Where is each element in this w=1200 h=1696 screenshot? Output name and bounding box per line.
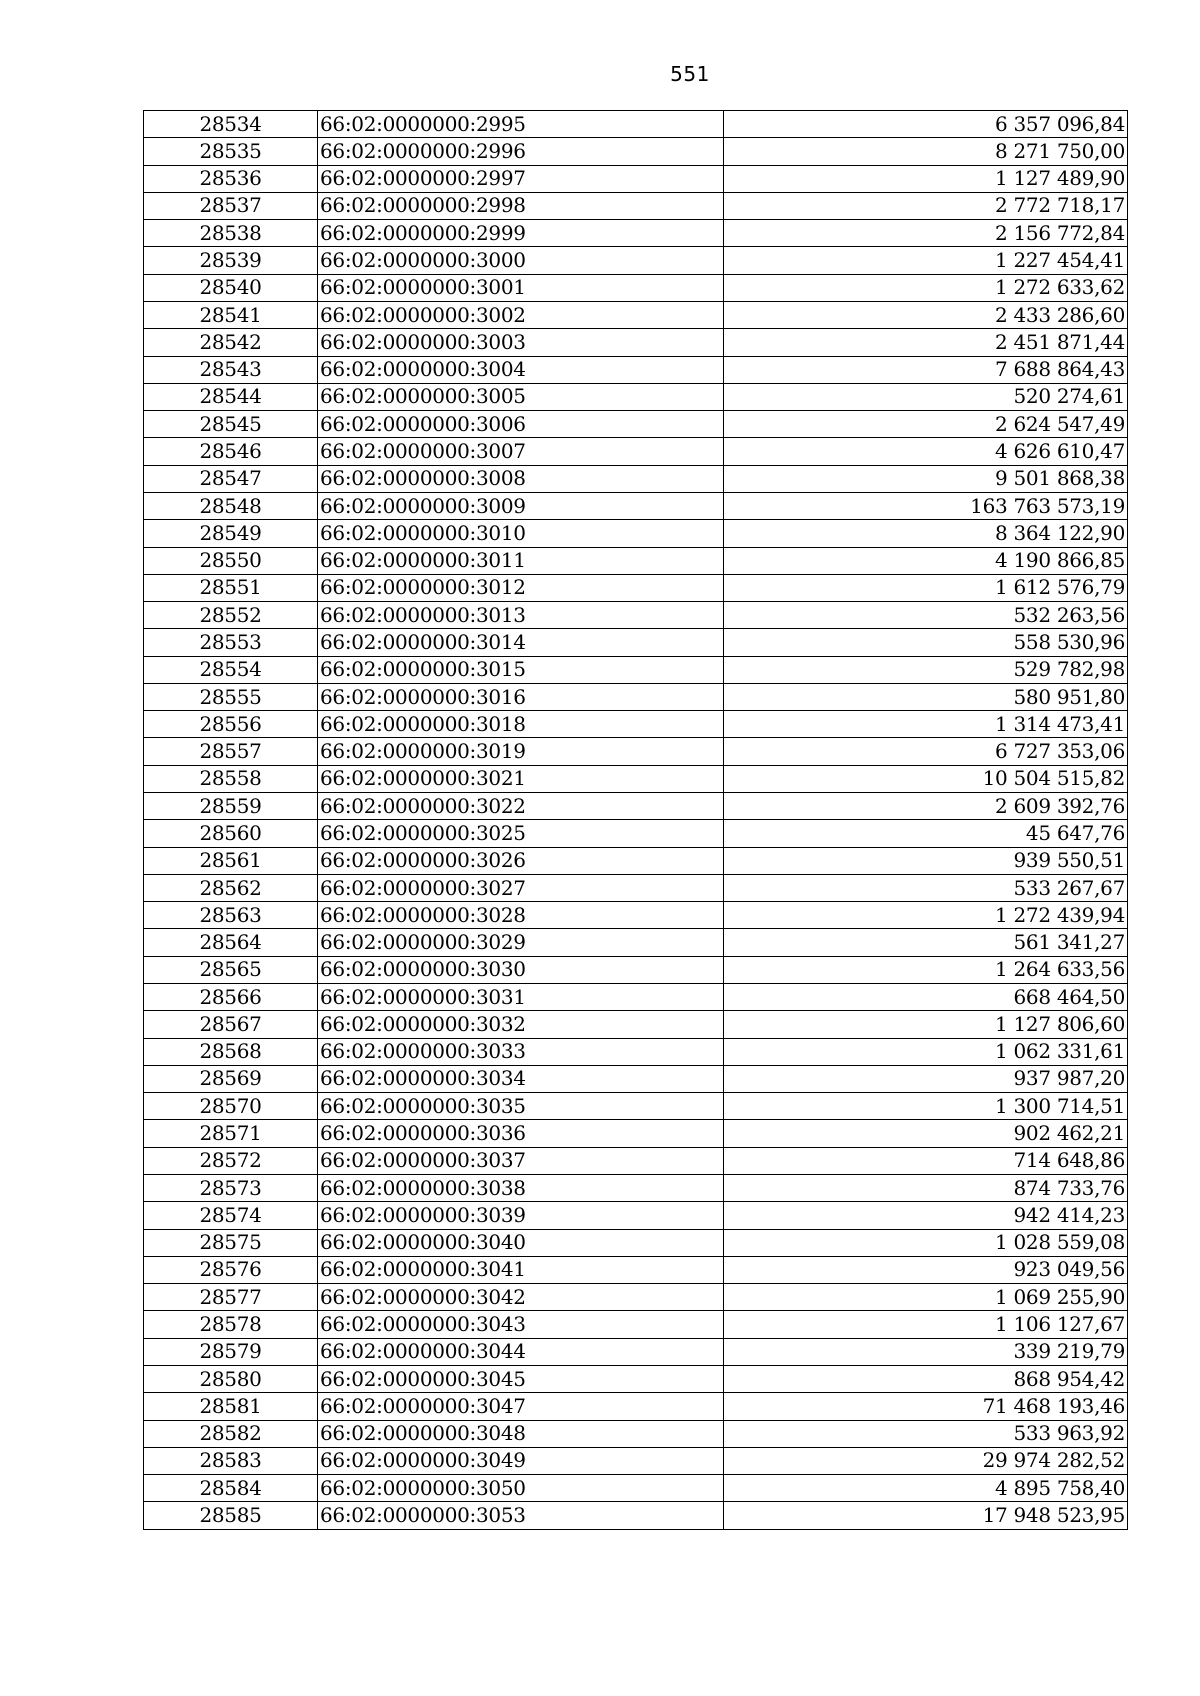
- cadastral-value-table: [143, 110, 1128, 1530]
- cadastral-number-cell: 66:02:0000000:3013: [318, 602, 724, 629]
- row-number-cell: 28575: [144, 1229, 318, 1256]
- table-row: [144, 1502, 1128, 1529]
- cadastral-number-cell: 66:02:0000000:3043: [318, 1311, 724, 1338]
- row-number-cell: 28577: [144, 1284, 318, 1311]
- cadastral-value-cell: 8 271 750,00: [724, 138, 1128, 165]
- table-row: [144, 220, 1128, 247]
- cadastral-number-cell: 66:02:0000000:3008: [318, 465, 724, 492]
- row-number-cell: 28562: [144, 874, 318, 901]
- cadastral-value-cell: 1 127 806,60: [724, 1011, 1128, 1038]
- cadastral-value-cell: 2 772 718,17: [724, 192, 1128, 219]
- cadastral-number-cell: 66:02:0000000:2997: [318, 165, 724, 192]
- row-number-cell: 28578: [144, 1311, 318, 1338]
- cadastral-number-cell: 66:02:0000000:3036: [318, 1120, 724, 1147]
- cadastral-number-cell: 66:02:0000000:3042: [318, 1284, 724, 1311]
- row-number-cell: 28569: [144, 1065, 318, 1092]
- cadastral-number-cell: 66:02:0000000:3029: [318, 929, 724, 956]
- cadastral-number-cell: 66:02:0000000:3040: [318, 1229, 724, 1256]
- table-row: [144, 465, 1128, 492]
- table-row: [144, 411, 1128, 438]
- cadastral-number-cell: 66:02:0000000:3053: [318, 1502, 724, 1529]
- row-number-cell: 28540: [144, 274, 318, 301]
- table-row: [144, 820, 1128, 847]
- row-number-cell: 28551: [144, 574, 318, 601]
- cadastral-number-cell: 66:02:0000000:3026: [318, 847, 724, 874]
- row-number-cell: 28554: [144, 656, 318, 683]
- row-number-cell: 28582: [144, 1420, 318, 1447]
- table-row: [144, 574, 1128, 601]
- cadastral-number-cell: 66:02:0000000:3016: [318, 683, 724, 710]
- row-number-cell: 28558: [144, 765, 318, 792]
- table-row: [144, 1393, 1128, 1420]
- row-number-cell: 28544: [144, 383, 318, 410]
- cadastral-number-cell: 66:02:0000000:3041: [318, 1256, 724, 1283]
- cadastral-number-cell: 66:02:0000000:3045: [318, 1365, 724, 1392]
- cadastral-value-cell: 1 272 633,62: [724, 274, 1128, 301]
- cadastral-value-cell: 4 895 758,40: [724, 1475, 1128, 1502]
- cadastral-number-cell: 66:02:0000000:2996: [318, 138, 724, 165]
- cadastral-number-cell: 66:02:0000000:3047: [318, 1393, 724, 1420]
- table-row: [144, 329, 1128, 356]
- cadastral-value-cell: 4 626 610,47: [724, 438, 1128, 465]
- cadastral-number-cell: 66:02:0000000:3005: [318, 383, 724, 410]
- cadastral-value-cell: 1 069 255,90: [724, 1284, 1128, 1311]
- table-row: [144, 165, 1128, 192]
- cadastral-number-cell: 66:02:0000000:3032: [318, 1011, 724, 1038]
- cadastral-value-cell: 7 688 864,43: [724, 356, 1128, 383]
- cadastral-number-cell: 66:02:0000000:3033: [318, 1038, 724, 1065]
- cadastral-number-cell: 66:02:0000000:3049: [318, 1447, 724, 1474]
- cadastral-value-cell: 923 049,56: [724, 1256, 1128, 1283]
- table-row: [144, 111, 1128, 138]
- row-number-cell: 28570: [144, 1093, 318, 1120]
- row-number-cell: 28568: [144, 1038, 318, 1065]
- cadastral-number-cell: 66:02:0000000:3025: [318, 820, 724, 847]
- table-row: [144, 765, 1128, 792]
- row-number-cell: 28537: [144, 192, 318, 219]
- row-number-cell: 28545: [144, 411, 318, 438]
- cadastral-value-cell: 1 272 439,94: [724, 902, 1128, 929]
- row-number-cell: 28572: [144, 1147, 318, 1174]
- cadastral-value-cell: 2 609 392,76: [724, 793, 1128, 820]
- table-row: [144, 602, 1128, 629]
- row-number-cell: 28549: [144, 520, 318, 547]
- row-number-cell: 28561: [144, 847, 318, 874]
- cadastral-number-cell: 66:02:0000000:3039: [318, 1202, 724, 1229]
- cadastral-value-cell: 1 264 633,56: [724, 956, 1128, 983]
- cadastral-number-cell: 66:02:0000000:2995: [318, 111, 724, 138]
- cadastral-number-cell: 66:02:0000000:3021: [318, 765, 724, 792]
- cadastral-number-cell: 66:02:0000000:3004: [318, 356, 724, 383]
- cadastral-value-cell: 45 647,76: [724, 820, 1128, 847]
- cadastral-number-cell: 66:02:0000000:3035: [318, 1093, 724, 1120]
- cadastral-value-cell: 4 190 866,85: [724, 547, 1128, 574]
- table-row: [144, 711, 1128, 738]
- table-row: [144, 247, 1128, 274]
- table-row: [144, 738, 1128, 765]
- cadastral-number-cell: 66:02:0000000:3018: [318, 711, 724, 738]
- table-row: [144, 1120, 1128, 1147]
- cadastral-value-cell: 2 624 547,49: [724, 411, 1128, 438]
- cadastral-value-cell: 533 963,92: [724, 1420, 1128, 1447]
- row-number-cell: 28583: [144, 1447, 318, 1474]
- table-row: [144, 1011, 1128, 1038]
- row-number-cell: 28585: [144, 1502, 318, 1529]
- cadastral-number-cell: 66:02:0000000:3010: [318, 520, 724, 547]
- table-row: [144, 1475, 1128, 1502]
- table-row: [144, 520, 1128, 547]
- table-row: [144, 1256, 1128, 1283]
- row-number-cell: 28584: [144, 1475, 318, 1502]
- cadastral-value-cell: 8 364 122,90: [724, 520, 1128, 547]
- table-row: [144, 956, 1128, 983]
- cadastral-number-cell: 66:02:0000000:3027: [318, 874, 724, 901]
- table-body: [144, 111, 1128, 1530]
- table-row: [144, 874, 1128, 901]
- cadastral-number-cell: 66:02:0000000:3019: [318, 738, 724, 765]
- cadastral-number-cell: 66:02:0000000:3037: [318, 1147, 724, 1174]
- cadastral-value-cell: 339 219,79: [724, 1338, 1128, 1365]
- table-row: [144, 547, 1128, 574]
- row-number-cell: 28556: [144, 711, 318, 738]
- table-row: [144, 492, 1128, 519]
- row-number-cell: 28563: [144, 902, 318, 929]
- table-row: [144, 1065, 1128, 1092]
- cadastral-number-cell: 66:02:0000000:3030: [318, 956, 724, 983]
- row-number-cell: 28573: [144, 1174, 318, 1201]
- row-number-cell: 28547: [144, 465, 318, 492]
- cadastral-value-cell: 1 106 127,67: [724, 1311, 1128, 1338]
- table-row: [144, 1420, 1128, 1447]
- cadastral-number-cell: 66:02:0000000:3028: [318, 902, 724, 929]
- cadastral-value-cell: 868 954,42: [724, 1365, 1128, 1392]
- cadastral-number-cell: 66:02:0000000:3012: [318, 574, 724, 601]
- cadastral-number-cell: 66:02:0000000:3050: [318, 1475, 724, 1502]
- row-number-cell: 28535: [144, 138, 318, 165]
- table-row: [144, 683, 1128, 710]
- cadastral-value-cell: 939 550,51: [724, 847, 1128, 874]
- cadastral-number-cell: 66:02:0000000:3000: [318, 247, 724, 274]
- cadastral-value-cell: 942 414,23: [724, 1202, 1128, 1229]
- table-row: [144, 984, 1128, 1011]
- table-row: [144, 301, 1128, 328]
- cadastral-value-cell: 2 156 772,84: [724, 220, 1128, 247]
- table-row: [144, 1311, 1128, 1338]
- cadastral-value-cell: 714 648,86: [724, 1147, 1128, 1174]
- row-number-cell: 28574: [144, 1202, 318, 1229]
- table-row: [144, 656, 1128, 683]
- table-row: [144, 1038, 1128, 1065]
- table-row: [144, 1284, 1128, 1311]
- row-number-cell: 28550: [144, 547, 318, 574]
- cadastral-number-cell: 66:02:0000000:3022: [318, 793, 724, 820]
- cadastral-number-cell: 66:02:0000000:3006: [318, 411, 724, 438]
- table-row: [144, 1338, 1128, 1365]
- row-number-cell: 28559: [144, 793, 318, 820]
- cadastral-value-cell: 1 612 576,79: [724, 574, 1128, 601]
- row-number-cell: 28542: [144, 329, 318, 356]
- row-number-cell: 28539: [144, 247, 318, 274]
- table-row: [144, 274, 1128, 301]
- table-row: [144, 1365, 1128, 1392]
- cadastral-value-cell: 668 464,50: [724, 984, 1128, 1011]
- table-row: [144, 929, 1128, 956]
- row-number-cell: 28543: [144, 356, 318, 383]
- cadastral-value-cell: 1 300 714,51: [724, 1093, 1128, 1120]
- table-row: [144, 847, 1128, 874]
- cadastral-value-cell: 532 263,56: [724, 602, 1128, 629]
- row-number-cell: 28548: [144, 492, 318, 519]
- row-number-cell: 28565: [144, 956, 318, 983]
- cadastral-number-cell: 66:02:0000000:3011: [318, 547, 724, 574]
- cadastral-value-cell: 1 062 331,61: [724, 1038, 1128, 1065]
- cadastral-value-cell: 529 782,98: [724, 656, 1128, 683]
- table-row: [144, 383, 1128, 410]
- row-number-cell: 28541: [144, 301, 318, 328]
- cadastral-number-cell: 66:02:0000000:3034: [318, 1065, 724, 1092]
- cadastral-value-cell: 6 727 353,06: [724, 738, 1128, 765]
- cadastral-number-cell: 66:02:0000000:3002: [318, 301, 724, 328]
- row-number-cell: 28536: [144, 165, 318, 192]
- table-row: [144, 356, 1128, 383]
- cadastral-number-cell: 66:02:0000000:3014: [318, 629, 724, 656]
- row-number-cell: 28553: [144, 629, 318, 656]
- cadastral-number-cell: 66:02:0000000:3007: [318, 438, 724, 465]
- cadastral-value-cell: 1 028 559,08: [724, 1229, 1128, 1256]
- cadastral-number-cell: 66:02:0000000:3003: [318, 329, 724, 356]
- cadastral-number-cell: 66:02:0000000:3001: [318, 274, 724, 301]
- cadastral-value-cell: 2 433 286,60: [724, 301, 1128, 328]
- table-row: [144, 1229, 1128, 1256]
- row-number-cell: 28566: [144, 984, 318, 1011]
- cadastral-value-cell: 558 530,96: [724, 629, 1128, 656]
- cadastral-number-cell: 66:02:0000000:2998: [318, 192, 724, 219]
- row-number-cell: 28557: [144, 738, 318, 765]
- row-number-cell: 28552: [144, 602, 318, 629]
- row-number-cell: 28564: [144, 929, 318, 956]
- cadastral-value-cell: 6 357 096,84: [724, 111, 1128, 138]
- cadastral-value-cell: 2 451 871,44: [724, 329, 1128, 356]
- table-row: [144, 1147, 1128, 1174]
- cadastral-number-cell: 66:02:0000000:3031: [318, 984, 724, 1011]
- table-row: [144, 1093, 1128, 1120]
- table-row: [144, 138, 1128, 165]
- cadastral-number-cell: 66:02:0000000:3009: [318, 492, 724, 519]
- row-number-cell: 28546: [144, 438, 318, 465]
- cadastral-number-cell: 66:02:0000000:3015: [318, 656, 724, 683]
- cadastral-value-cell: 71 468 193,46: [724, 1393, 1128, 1420]
- cadastral-number-cell: 66:02:0000000:3044: [318, 1338, 724, 1365]
- table-row: [144, 1447, 1128, 1474]
- cadastral-value-cell: 163 763 573,19: [724, 492, 1128, 519]
- table-row: [144, 1174, 1128, 1201]
- cadastral-value-cell: 533 267,67: [724, 874, 1128, 901]
- table-row: [144, 629, 1128, 656]
- row-number-cell: 28555: [144, 683, 318, 710]
- table-row: [144, 902, 1128, 929]
- row-number-cell: 28538: [144, 220, 318, 247]
- cadastral-value-cell: 1 314 473,41: [724, 711, 1128, 738]
- page-number: 551: [670, 62, 710, 86]
- cadastral-value-cell: 902 462,21: [724, 1120, 1128, 1147]
- cadastral-value-cell: 874 733,76: [724, 1174, 1128, 1201]
- cadastral-value-cell: 520 274,61: [724, 383, 1128, 410]
- row-number-cell: 28567: [144, 1011, 318, 1038]
- cadastral-value-cell: 561 341,27: [724, 929, 1128, 956]
- row-number-cell: 28581: [144, 1393, 318, 1420]
- cadastral-value-cell: 1 127 489,90: [724, 165, 1128, 192]
- row-number-cell: 28571: [144, 1120, 318, 1147]
- cadastral-value-cell: 9 501 868,38: [724, 465, 1128, 492]
- cadastral-value-cell: 10 504 515,82: [724, 765, 1128, 792]
- table-row: [144, 1202, 1128, 1229]
- cadastral-value-cell: 17 948 523,95: [724, 1502, 1128, 1529]
- cadastral-number-cell: 66:02:0000000:3048: [318, 1420, 724, 1447]
- cadastral-value-cell: 29 974 282,52: [724, 1447, 1128, 1474]
- cadastral-value-cell: 580 951,80: [724, 683, 1128, 710]
- cadastral-number-cell: 66:02:0000000:3038: [318, 1174, 724, 1201]
- cadastral-number-cell: 66:02:0000000:2999: [318, 220, 724, 247]
- table-row: [144, 793, 1128, 820]
- row-number-cell: 28534: [144, 111, 318, 138]
- table-row: [144, 438, 1128, 465]
- row-number-cell: 28560: [144, 820, 318, 847]
- table-row: [144, 192, 1128, 219]
- cadastral-value-cell: 937 987,20: [724, 1065, 1128, 1092]
- cadastral-value-cell: 1 227 454,41: [724, 247, 1128, 274]
- row-number-cell: 28576: [144, 1256, 318, 1283]
- row-number-cell: 28580: [144, 1365, 318, 1392]
- row-number-cell: 28579: [144, 1338, 318, 1365]
